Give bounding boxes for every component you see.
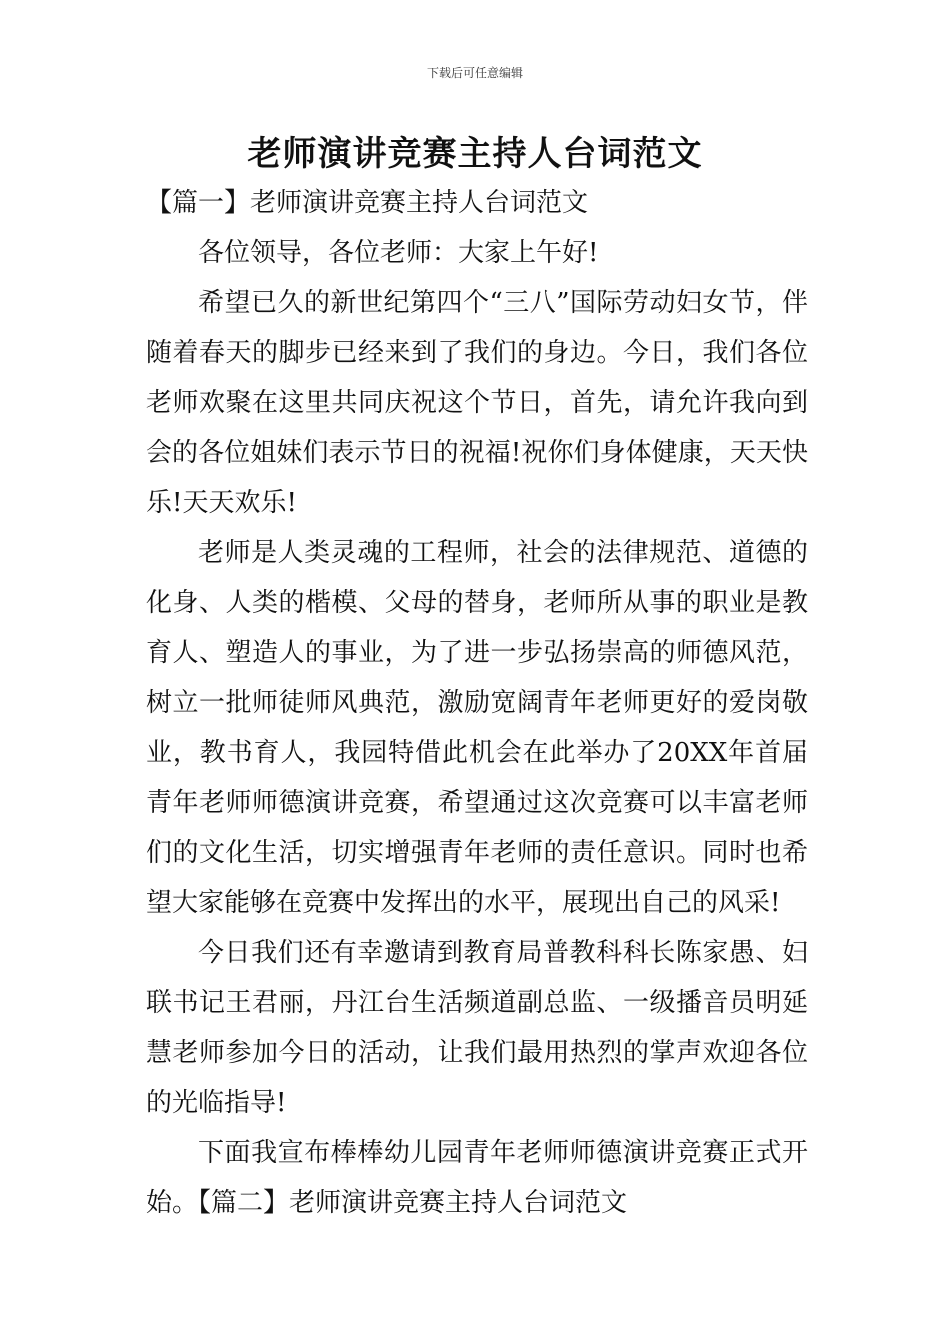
body-paragraph-1: 希望已久的新世纪第四个“三八”国际劳动妇女节，伴随着春天的脚步已经来到了我们的身边。今日，我们各位老师欢聚在这里共同庆祝这个节日，首先，请允许我向到会的各位姐妹们表示节日的祝福!祝你们身体健康，天天快乐!天天欢乐! [146,288,808,518]
greeting-paragraph: 各位领导，各位老师：大家上午好! [198,238,599,268]
body-paragraph-2: 老师是人类灵魂的工程师，社会的法律规范、道德的化身、人类的楷模、父母的替身，老师所从事的职业是教育人、塑造人的事业，为了进一步弘扬崇高的师德风范，树立一批师徒师风典范，激励宽阔青年老师更好的爱岗敬业，教书育人，我园特借此机会在此举办了20XX年首届青年老师师德演讲竞赛，希望通过这次竞赛可以丰富老师们的文化生活，切实增强青年老师的责任意识。同时也希望大家能够在竞赛中发挥出的水平，展现出自己的风采! [146,538,808,918]
body-paragraph-3: 今日我们还有幸邀请到教育局普教科科长陈家愚、妇联书记王君丽，丹江台生活频道副总监、一级播音员明延慧老师参加今日的活动，让我们最用热烈的掌声欢迎各位的光临指导! [146,938,808,1118]
document-body [146,178,808,1228]
page-header-note: 下载后可任意编辑 [426,66,523,80]
body-paragraph-4: 下面我宣布棒棒幼儿园青年老师师德演讲竞赛正式开始。【篇二】老师演讲竞赛主持人台词范文 [146,1138,808,1218]
document-title: 老师演讲竞赛主持人台词范文 [247,134,703,174]
section-heading: 【篇一】老师演讲竞赛主持人台词范文 [146,188,589,218]
